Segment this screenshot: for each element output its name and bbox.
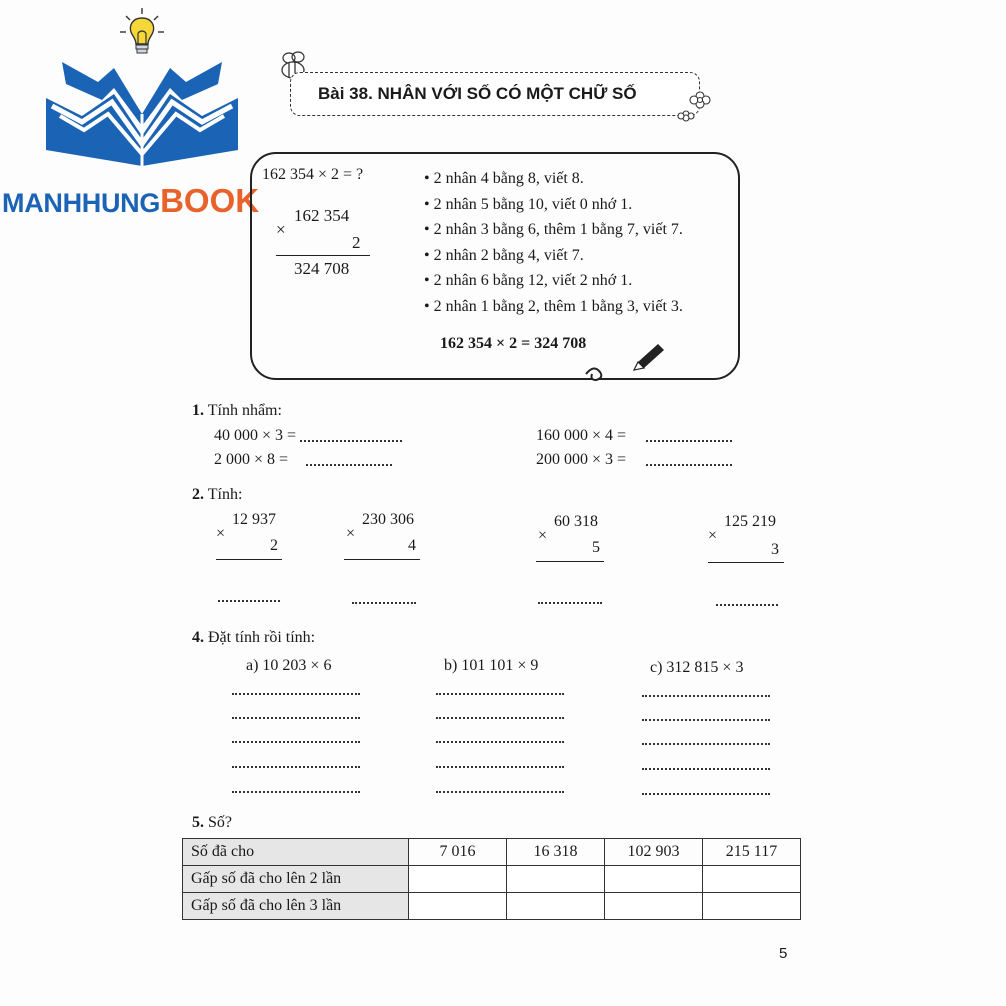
table-answer-cell[interactable]: [507, 866, 605, 893]
ex2-bottom-number: 2: [270, 537, 278, 554]
ex2-answer-line: [218, 600, 280, 602]
logo-brand-b: BOOK: [160, 182, 260, 219]
step-item: • 2 nhân 2 bằng 4, viết 7.: [424, 247, 683, 273]
ex2-rule: [708, 562, 784, 563]
example-product: 324 708: [294, 259, 350, 278]
ex1-heading: [192, 402, 282, 420]
ex2-top-number: 60 318: [554, 513, 598, 530]
ex4-number: 4.: [192, 629, 204, 646]
ex4-label: Đặt tính rồi tính:: [208, 629, 316, 646]
ex4-work-line: [232, 766, 360, 768]
ex2-top-number: 125 219: [724, 513, 776, 530]
ex1-item: 2 000 × 8 =: [214, 451, 289, 468]
ex1-number: 1.: [192, 402, 204, 419]
example-multiplier: 2: [352, 233, 361, 252]
ex1-item: 200 000 × 3 =: [536, 451, 627, 468]
ex4-work-line: [642, 719, 770, 721]
ex5-label: Số?: [208, 814, 232, 831]
example-times-sign: ×: [276, 220, 286, 239]
page-number: 5: [779, 945, 788, 962]
ex2-times-sign: ×: [538, 527, 548, 544]
ex4-item-a: a) 10 203 × 6: [246, 657, 332, 674]
table-answer-cell[interactable]: [703, 893, 801, 920]
ex4-work-line: [436, 791, 564, 793]
table-answer-cell[interactable]: [703, 866, 801, 893]
table-answer-cell[interactable]: [507, 893, 605, 920]
ex2-label: Tính:: [207, 486, 243, 503]
logo-wordmark: [2, 182, 259, 220]
ex1-item: 40 000 × 3 =: [214, 427, 297, 444]
ex4-work-line: [232, 717, 360, 719]
table-cell-value: 102 903: [605, 839, 703, 866]
example-question: 162 354 × 2 = ?: [262, 166, 364, 183]
step-item: • 2 nhân 5 bằng 10, viết 0 nhớ 1.: [424, 196, 683, 222]
page-title: Bài 38. NHÂN VỚI SỐ CÓ MỘT CHỮ SỐ: [318, 84, 637, 103]
table-row: [183, 893, 801, 920]
ex1-answer-line: [646, 440, 732, 442]
ex4-work-line: [232, 741, 360, 743]
ex2-times-sign: ×: [216, 525, 226, 542]
ex4-item-c: c) 312 815 × 3: [650, 659, 744, 676]
ex1-label: Tính nhẩm:: [207, 402, 282, 419]
ex2-times-sign: ×: [708, 527, 718, 544]
example-multiplicand: 162 354: [294, 206, 350, 225]
ex2-heading: [192, 486, 242, 504]
ex4-work-line: [436, 741, 564, 743]
table-cell-label: Gấp số đã cho lên 3 lần: [183, 893, 409, 920]
table-answer-cell[interactable]: [409, 866, 507, 893]
logo-bulb-icon: [112, 6, 172, 58]
example-steps: [424, 170, 683, 323]
ex2-top-number: 12 937: [232, 511, 276, 528]
table-cell-value: 16 318: [507, 839, 605, 866]
logo-brand-a: MANHHUNG: [2, 188, 161, 218]
ex4-work-line: [232, 693, 360, 695]
ex4-work-line: [642, 743, 770, 745]
ex4-work-line: [232, 791, 360, 793]
step-item: • 2 nhân 1 bằng 2, thêm 1 bằng 3, viết 3.: [424, 298, 683, 324]
ex4-item-b: b) 101 101 × 9: [444, 657, 539, 674]
ex1-answer-line: [646, 464, 732, 466]
ex2-rule: [344, 559, 420, 560]
table-cell-label: Gấp số đã cho lên 2 lần: [183, 866, 409, 893]
ex2-bottom-number: 4: [408, 537, 416, 554]
table-row: [183, 839, 801, 866]
ex2-top-number: 230 306: [362, 511, 414, 528]
table-answer-cell[interactable]: [409, 893, 507, 920]
pencil-icon: [628, 340, 668, 376]
table-answer-cell[interactable]: [605, 866, 703, 893]
box-tail-icon: [584, 362, 614, 386]
ex4-work-line: [642, 695, 770, 697]
ex1-item: 160 000 × 4 =: [536, 427, 627, 444]
ex5-heading: [192, 814, 232, 832]
ex4-work-line: [436, 766, 564, 768]
ex2-answer-line: [352, 602, 416, 604]
logo-book-icon: [42, 54, 242, 174]
example-result: 162 354 × 2 = 324 708: [440, 335, 587, 352]
ex2-bottom-number: 3: [771, 541, 779, 558]
ex2-number: 2.: [192, 486, 204, 503]
ex2-rule: [536, 561, 604, 562]
ex4-work-line: [642, 768, 770, 770]
ex4-work-line: [642, 793, 770, 795]
step-item: • 2 nhân 6 bằng 12, viết 2 nhớ 1.: [424, 272, 683, 298]
ex4-work-line: [436, 717, 564, 719]
step-item: • 2 nhân 3 bằng 6, thêm 1 bằng 7, viết 7.: [424, 221, 683, 247]
ex4-work-line: [436, 693, 564, 695]
ex4-heading: [192, 629, 315, 647]
table-cell-value: 215 117: [703, 839, 801, 866]
ex1-answer-line: [306, 464, 392, 466]
table-cell-value: 7 016: [409, 839, 507, 866]
table-cell-label: Số đã cho: [183, 839, 409, 866]
ex5-number: 5.: [192, 814, 204, 831]
example-rule: [276, 255, 370, 256]
step-item: • 2 nhân 4 bằng 8, viết 8.: [424, 170, 683, 196]
ex5-table: [182, 838, 801, 920]
table-row: [183, 866, 801, 893]
flower-icon: [676, 86, 716, 122]
ex2-bottom-number: 5: [592, 539, 600, 556]
ex1-answer-line: [300, 440, 402, 442]
ex2-rule: [216, 559, 282, 560]
ex2-answer-line: [716, 604, 778, 606]
table-answer-cell[interactable]: [605, 893, 703, 920]
ex2-times-sign: ×: [346, 525, 356, 542]
ex2-answer-line: [538, 602, 602, 604]
